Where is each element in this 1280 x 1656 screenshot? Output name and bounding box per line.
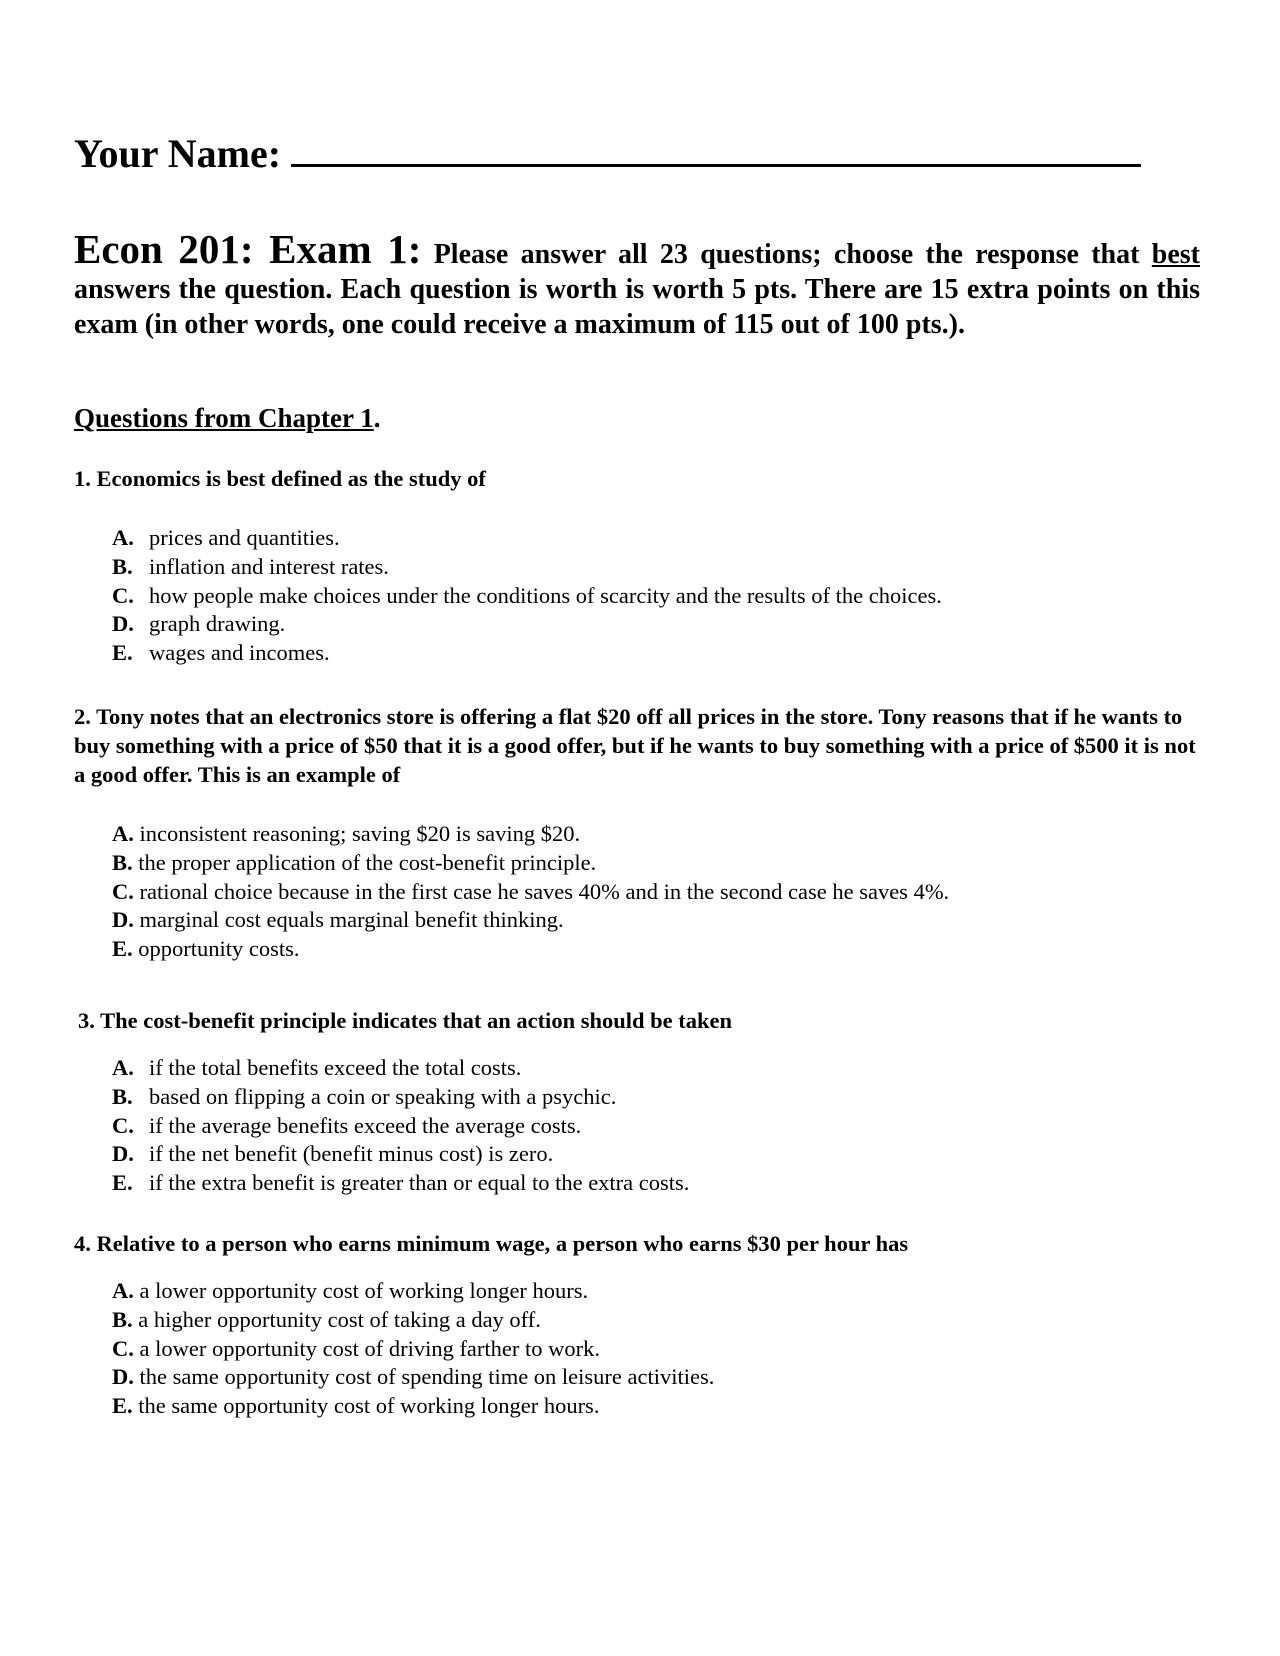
option-text: the same opportunity cost of spending time on leisure activities.	[139, 1364, 715, 1390]
option-letter: A.	[112, 525, 134, 550]
option-e[interactable]	[112, 1392, 714, 1421]
option-b[interactable]	[112, 1083, 689, 1112]
question-3-options	[112, 1054, 689, 1198]
option-text: the same opportunity cost of working longer hours.	[138, 1393, 600, 1419]
option-text: if the extra benefit is greater than or equal to the extra costs.	[149, 1170, 690, 1196]
option-text: if the average benefits exceed the average costs.	[149, 1112, 582, 1138]
question-1	[74, 464, 1206, 493]
option-c[interactable]	[112, 878, 949, 907]
question-stem: 4. Relative to a person who earns minimum wage, a person who earns $30 per hour has	[74, 1231, 909, 1256]
option-text: based on flipping a coin or speaking with a psychic.	[149, 1083, 617, 1109]
option-letter: C.	[112, 1112, 134, 1138]
option-e[interactable]	[112, 935, 949, 964]
option-c[interactable]	[112, 1335, 714, 1364]
option-text: if the total benefits exceed the total costs.	[149, 1055, 522, 1080]
option-d[interactable]	[112, 1140, 689, 1169]
option-text: a lower opportunity cost of working longer hours.	[139, 1278, 589, 1303]
option-letter: E.	[112, 1393, 133, 1419]
section-title-period: .	[373, 403, 381, 433]
question-2-options	[112, 820, 949, 964]
option-a[interactable]	[112, 820, 949, 849]
option-e[interactable]	[112, 639, 942, 668]
question-2	[74, 702, 1206, 789]
option-letter: A.	[112, 1278, 134, 1303]
option-d[interactable]	[112, 1363, 714, 1392]
instructions-emphasis: best	[1151, 239, 1201, 270]
option-letter: E.	[112, 936, 133, 962]
option-letter: D.	[112, 907, 134, 933]
question-stem: 1. Economics is best defined as the study of	[74, 466, 486, 491]
option-b[interactable]	[112, 849, 949, 878]
option-text: how people make choices under the conditions of scarcity and the results of the choices.	[149, 582, 942, 608]
option-letter: A.	[112, 1055, 134, 1080]
option-c[interactable]	[112, 582, 942, 611]
option-letter: C.	[112, 878, 134, 904]
option-text: opportunity costs.	[138, 936, 300, 962]
option-letter: C.	[112, 1335, 134, 1361]
option-d[interactable]	[112, 610, 942, 639]
option-text: a higher opportunity cost of taking a day off.	[138, 1306, 541, 1332]
option-text: graph drawing.	[149, 611, 286, 637]
option-a[interactable]	[112, 1054, 689, 1083]
option-text: marginal cost equals marginal benefit thinking.	[139, 907, 564, 933]
question-stem: 3. The cost-benefit principle indicates that an action should be taken	[78, 1008, 733, 1033]
question-3	[78, 1006, 1210, 1035]
option-letter: B.	[112, 1083, 133, 1109]
option-letter: C.	[112, 582, 134, 608]
option-a[interactable]	[112, 524, 942, 553]
question-4	[74, 1229, 1206, 1258]
option-a[interactable]	[112, 1277, 714, 1306]
instructions-text-1: Please answer all 23 questions; choose the response that	[433, 239, 1140, 270]
option-e[interactable]	[112, 1169, 689, 1198]
instructions-text-2: answers the question. Each question is worth is worth 5 pts. There are 15 extra points on this exam (in other words, one could receive a maximum of 115 out of 100 pts.).	[74, 274, 1200, 340]
section-heading	[74, 402, 381, 434]
option-text: prices and quantities.	[149, 525, 340, 550]
option-letter: A.	[112, 821, 134, 846]
option-letter: E.	[112, 640, 133, 666]
section-title: Questions from Chapter 1	[74, 403, 374, 433]
name-blank-line[interactable]	[291, 128, 1141, 167]
question-1-options	[112, 524, 942, 668]
option-text: if the net benefit (benefit minus cost) is zero.	[149, 1141, 554, 1167]
option-b[interactable]	[112, 1306, 714, 1335]
option-letter: D.	[112, 1364, 134, 1390]
option-letter: B.	[112, 1306, 133, 1332]
option-text: the proper application of the cost-benefit principle.	[138, 849, 597, 875]
option-letter: D.	[112, 611, 134, 637]
option-b[interactable]	[112, 553, 942, 582]
option-text: inconsistent reasoning; saving $20 is saving $20.	[139, 821, 581, 846]
option-letter: E.	[112, 1170, 133, 1196]
option-letter: B.	[112, 553, 133, 579]
option-text: rational choice because in the first case he saves 40% and in the second case he saves 4%.	[139, 878, 950, 904]
name-field-row	[74, 128, 1141, 178]
option-c[interactable]	[112, 1112, 689, 1141]
option-text: a lower opportunity cost of driving farther to work.	[139, 1335, 601, 1361]
question-4-options	[112, 1277, 714, 1421]
option-letter: B.	[112, 849, 133, 875]
name-label: Your Name:	[74, 131, 282, 176]
option-text: wages and incomes.	[149, 640, 330, 666]
exam-instructions	[74, 226, 1201, 342]
option-text: inflation and interest rates.	[149, 553, 389, 579]
question-stem: 2. Tony notes that an electronics store is offering a flat $20 off all prices in the store. Tony reasons that if he wants to buy something with a price of $50 that it is a good offer, but if he wants to buy something with a price of $500 it is not a good offer. This is an example of	[74, 704, 1196, 787]
option-d[interactable]	[112, 906, 949, 935]
exam-title: Econ 201: Exam 1:	[74, 226, 422, 272]
option-letter: D.	[112, 1141, 134, 1167]
